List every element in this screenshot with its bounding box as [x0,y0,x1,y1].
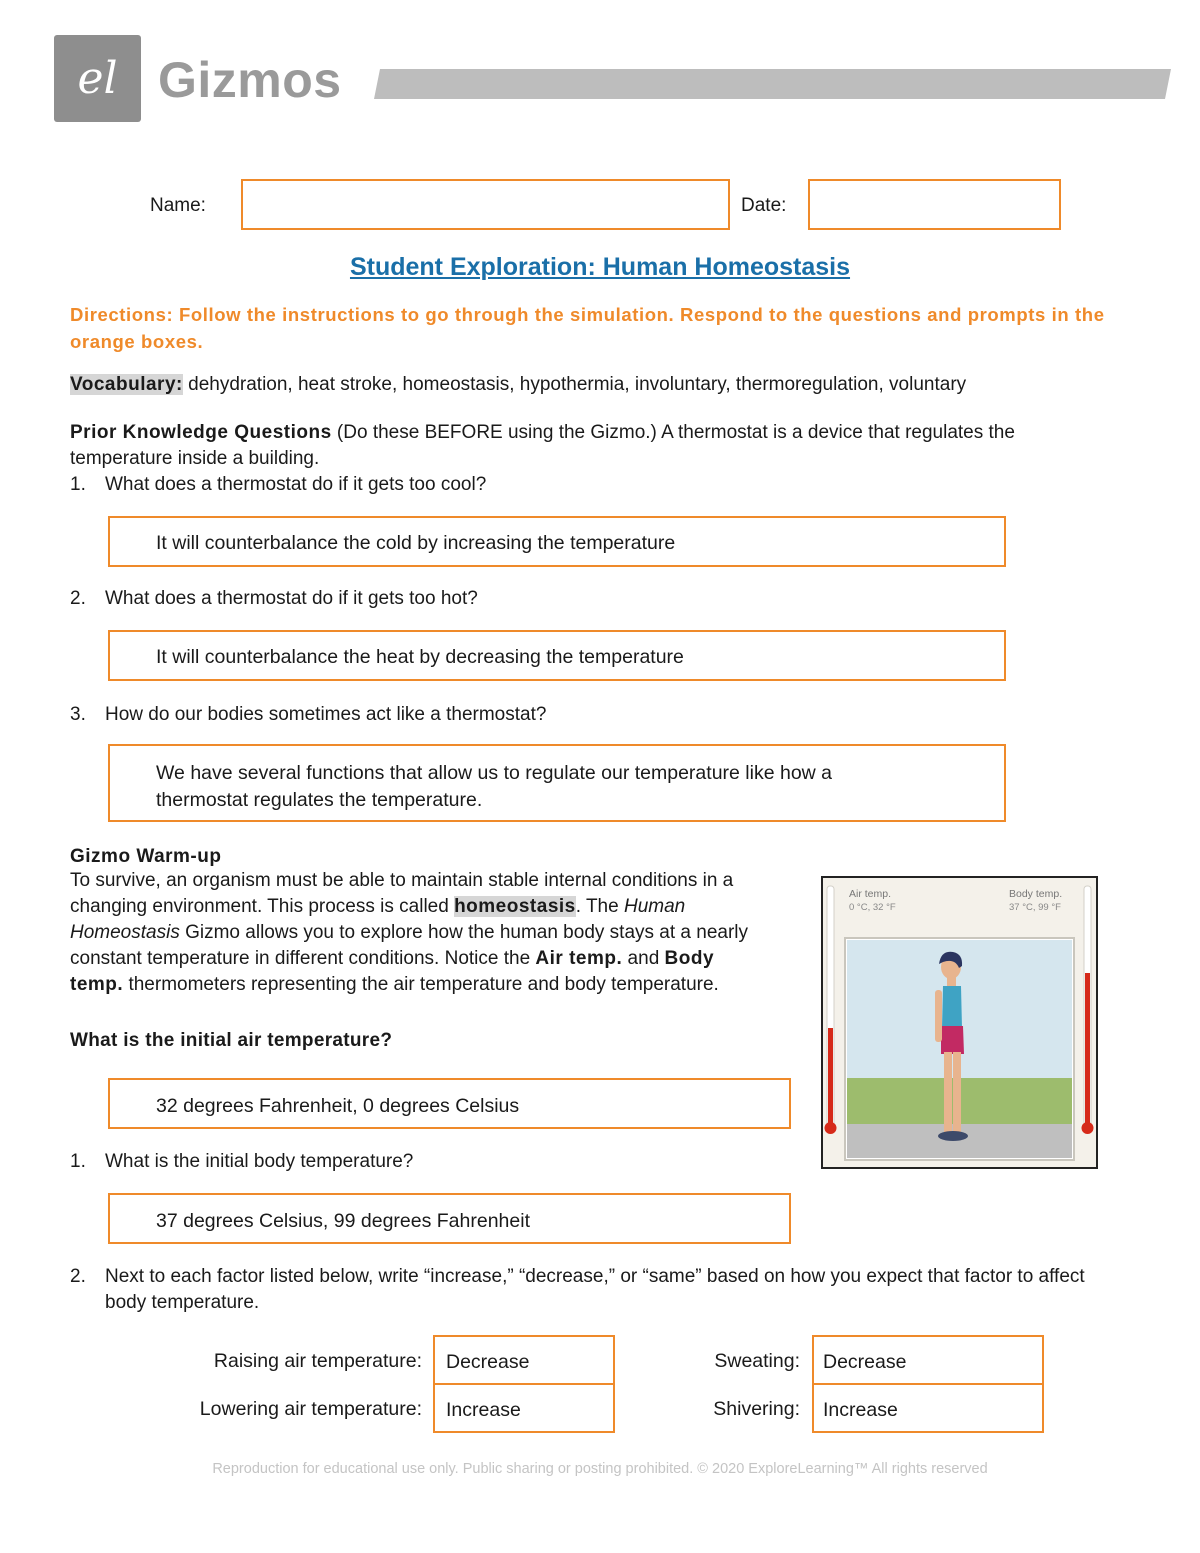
pk-answer-3-box[interactable] [108,744,1006,822]
pk-answer-1-box[interactable] [108,516,1006,567]
pk-answer-2-box[interactable] [108,630,1006,681]
pk-question-2-num: 2. [70,588,86,609]
pk-question-2-text: What does a thermostat do if it gets too hot? [105,588,478,609]
factor-shivering-field[interactable] [812,1383,1044,1433]
vocabulary-terms: dehydration, heat stroke, homeostasis, hypothermia, involuntary, thermoregulation, voluntary [182,374,967,395]
name-field[interactable] [241,179,730,230]
warmup-question-2-num: 2. [70,1266,86,1287]
brand-name: Gizmos [158,52,342,108]
warmup-question-1-num: 1. [70,1151,86,1172]
warmup-text-4: and [622,948,665,969]
vocabulary-line [70,372,1130,398]
warmup-text-3: Gizmo allows you to explore how the human body stays at a nearly constant temperature in different conditions. Notice the [70,922,749,969]
factor-raising-value: Decrease [446,1351,530,1373]
pk-question-2 [70,586,478,612]
name-label: Name: [150,195,206,216]
warmup-paragraph [70,868,760,998]
warmup-heading: Gizmo Warm-up [70,846,222,867]
date-field[interactable] [808,179,1061,230]
page-title: Student Exploration: Human Homeostasis [349,253,851,281]
prior-knowledge-text: (Do these BEFORE using the Gizmo.) A thermostat is a device that regulates the temperature inside a building. [70,422,1015,469]
factor-raising-label: Raising air temperature: [213,1350,422,1372]
warmup-body-temp: Body temp. [70,948,715,995]
pk-answer-2: It will counterbalance the heat by decreasing the temperature [156,646,684,668]
warmup-question: What is the initial air temperature? [70,1030,393,1051]
warmup-question-2-text: Next to each factor listed below, write “increase,” “decrease,” or “same” based on how you expect that factor to affect body temperature. [105,1266,1085,1313]
header-stripe [374,69,1171,99]
warmup-text-1: To survive, an organism must be able to maintain stable internal conditions in a changing environment. This process is called [70,870,734,917]
pk-question-3-text: How do our bodies sometimes act like a thermostat? [105,704,547,725]
pk-question-3 [70,702,546,728]
factor-shivering-value: Increase [823,1399,898,1421]
factor-shivering-label: Shivering: [713,1398,800,1420]
brand-logo [54,35,141,122]
warmup-gizmo-name: Human Homeostasis [70,896,686,943]
warmup-answer: 32 degrees Fahrenheit, 0 degrees Celsius [156,1095,520,1117]
sim-body-temp-label: Body temp. [1009,888,1063,900]
warmup-question-2 [70,1264,1090,1316]
warmup-term: homeostasis [454,896,576,917]
pk-answer-1: It will counterbalance the cold by increasing the temperature [156,532,676,554]
pk-question-1-num: 1. [70,474,86,495]
sim-air-temp-label: Air temp. [849,888,892,900]
pk-answer-3: We have several functions that allow us to regulate our temperature like how a thermostat regulates the temperature. [156,762,833,811]
date-label: Date: [741,195,787,216]
warmup-answer-box[interactable] [108,1078,791,1129]
factor-raising-field[interactable] [433,1335,615,1385]
pk-question-1 [70,472,486,498]
factor-lowering-label: Lowering air temperature: [199,1398,422,1420]
logo-glyph: el [77,53,118,104]
warmup-question-1-text: What is the initial body temperature? [105,1151,414,1172]
warmup-answer-1: 37 degrees Celsius, 99 degrees Fahrenheit [156,1210,530,1232]
warmup-text-2: . The [575,896,624,917]
sim-air-temp-value: 0 °C, 32 °F [849,902,896,913]
factor-lowering-value: Increase [446,1399,521,1421]
prior-knowledge-intro [70,420,1110,472]
pk-question-3-num: 3. [70,704,86,725]
pk-question-1-text: What does a thermostat do if it gets too cool? [105,474,487,495]
simulation-scene [823,878,1096,1167]
factor-sweating-field[interactable] [812,1335,1044,1385]
warmup-question-1 [70,1149,413,1175]
gizmo-screenshot [821,876,1098,1169]
vocabulary-label: Vocabulary: [70,374,183,395]
warmup-text-5: thermometers representing the air temperature and body temperature. [123,974,719,995]
factor-sweating-value: Decrease [823,1351,907,1373]
warmup-air-temp: Air temp. [535,948,623,969]
footer-notice: Reproduction for educational use only. Public sharing or posting prohibited. © 2020 ExploreLearning™ All rights reserved [212,1461,988,1477]
directions: Directions: Follow the instructions to go through the simulation. Respond to the questions and prompts in the orange boxes. [70,304,1105,352]
factor-lowering-field[interactable] [433,1383,615,1433]
warmup-answer-1-box[interactable] [108,1193,791,1244]
sim-body-temp-value: 37 °C, 99 °F [1009,902,1061,913]
factor-sweating-label: Sweating: [714,1350,800,1372]
prior-knowledge-heading: Prior Knowledge Questions [70,422,332,443]
